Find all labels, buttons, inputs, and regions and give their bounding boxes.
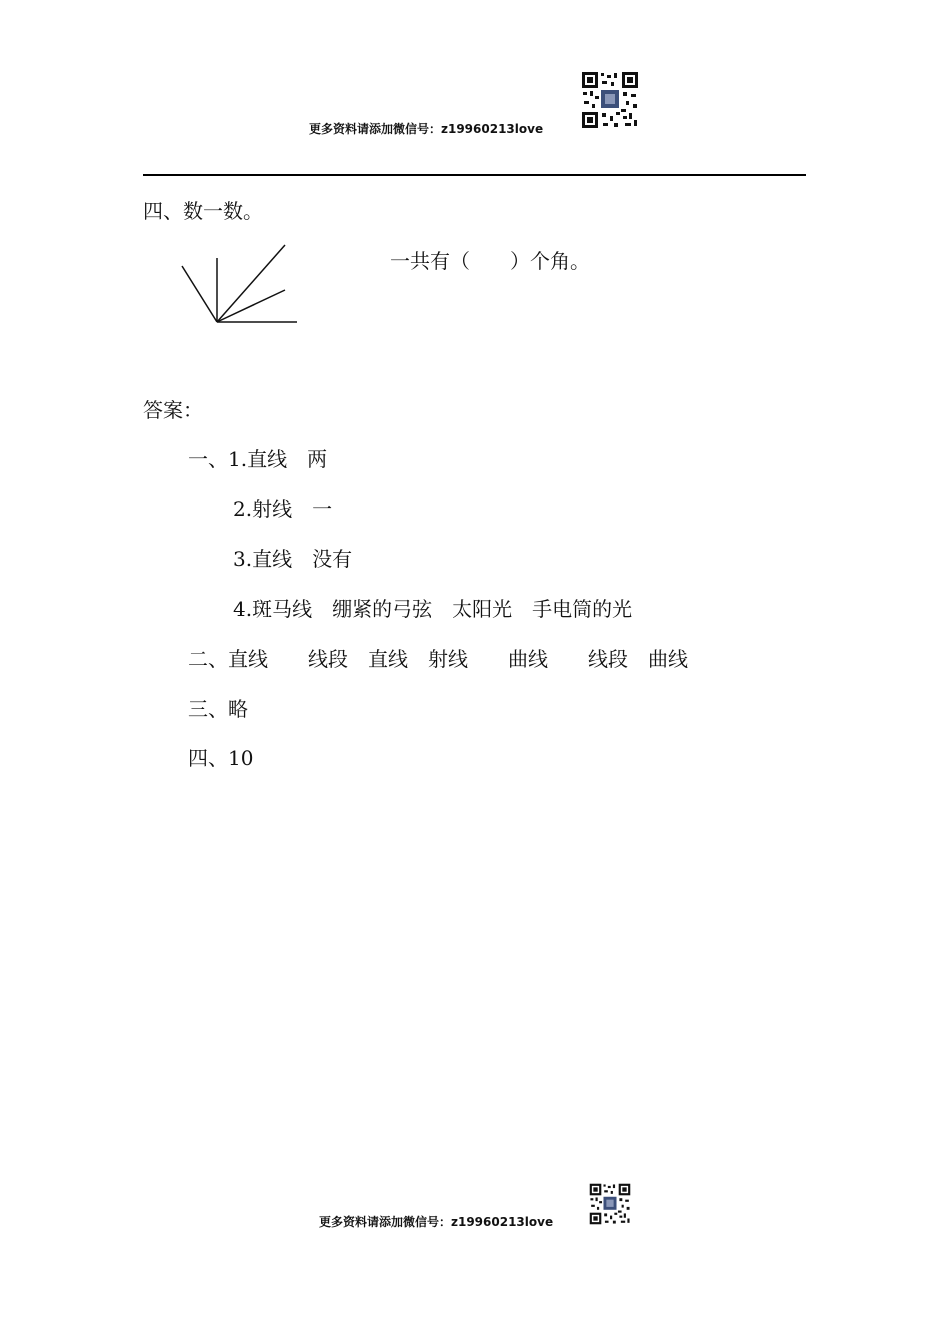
answer-line: 2.射线 一 [233, 497, 333, 521]
answer-line: 3.直线 没有 [233, 547, 353, 571]
answer-line: 一、1.直线 两 [188, 447, 328, 471]
qr-code-icon [589, 1183, 631, 1225]
section-heading: 四、数一数。 [143, 199, 263, 223]
ray-left [182, 266, 217, 322]
answer-line: 四、10 [188, 746, 254, 770]
answer-line: 4.斑马线 绷紧的弓弦 太阳光 手电筒的光 [233, 597, 633, 621]
answer-line: 二、直线 线段 直线 射线 曲线 线段 曲线 [188, 647, 688, 671]
ray-lower-right [217, 290, 285, 322]
answers-title: 答案： [143, 398, 203, 422]
header-divider [143, 174, 806, 176]
count-question: 一共有（ ）个角。 [390, 249, 590, 273]
footer-contact: 更多资料请添加微信号：z19960213love [319, 1215, 554, 1229]
angle-figure [175, 240, 305, 330]
qr-code-icon [581, 71, 639, 129]
ray-upper-right [217, 245, 285, 322]
answer-line: 三、略 [188, 697, 248, 721]
header-contact: 更多资料请添加微信号：z19960213love [309, 122, 544, 136]
